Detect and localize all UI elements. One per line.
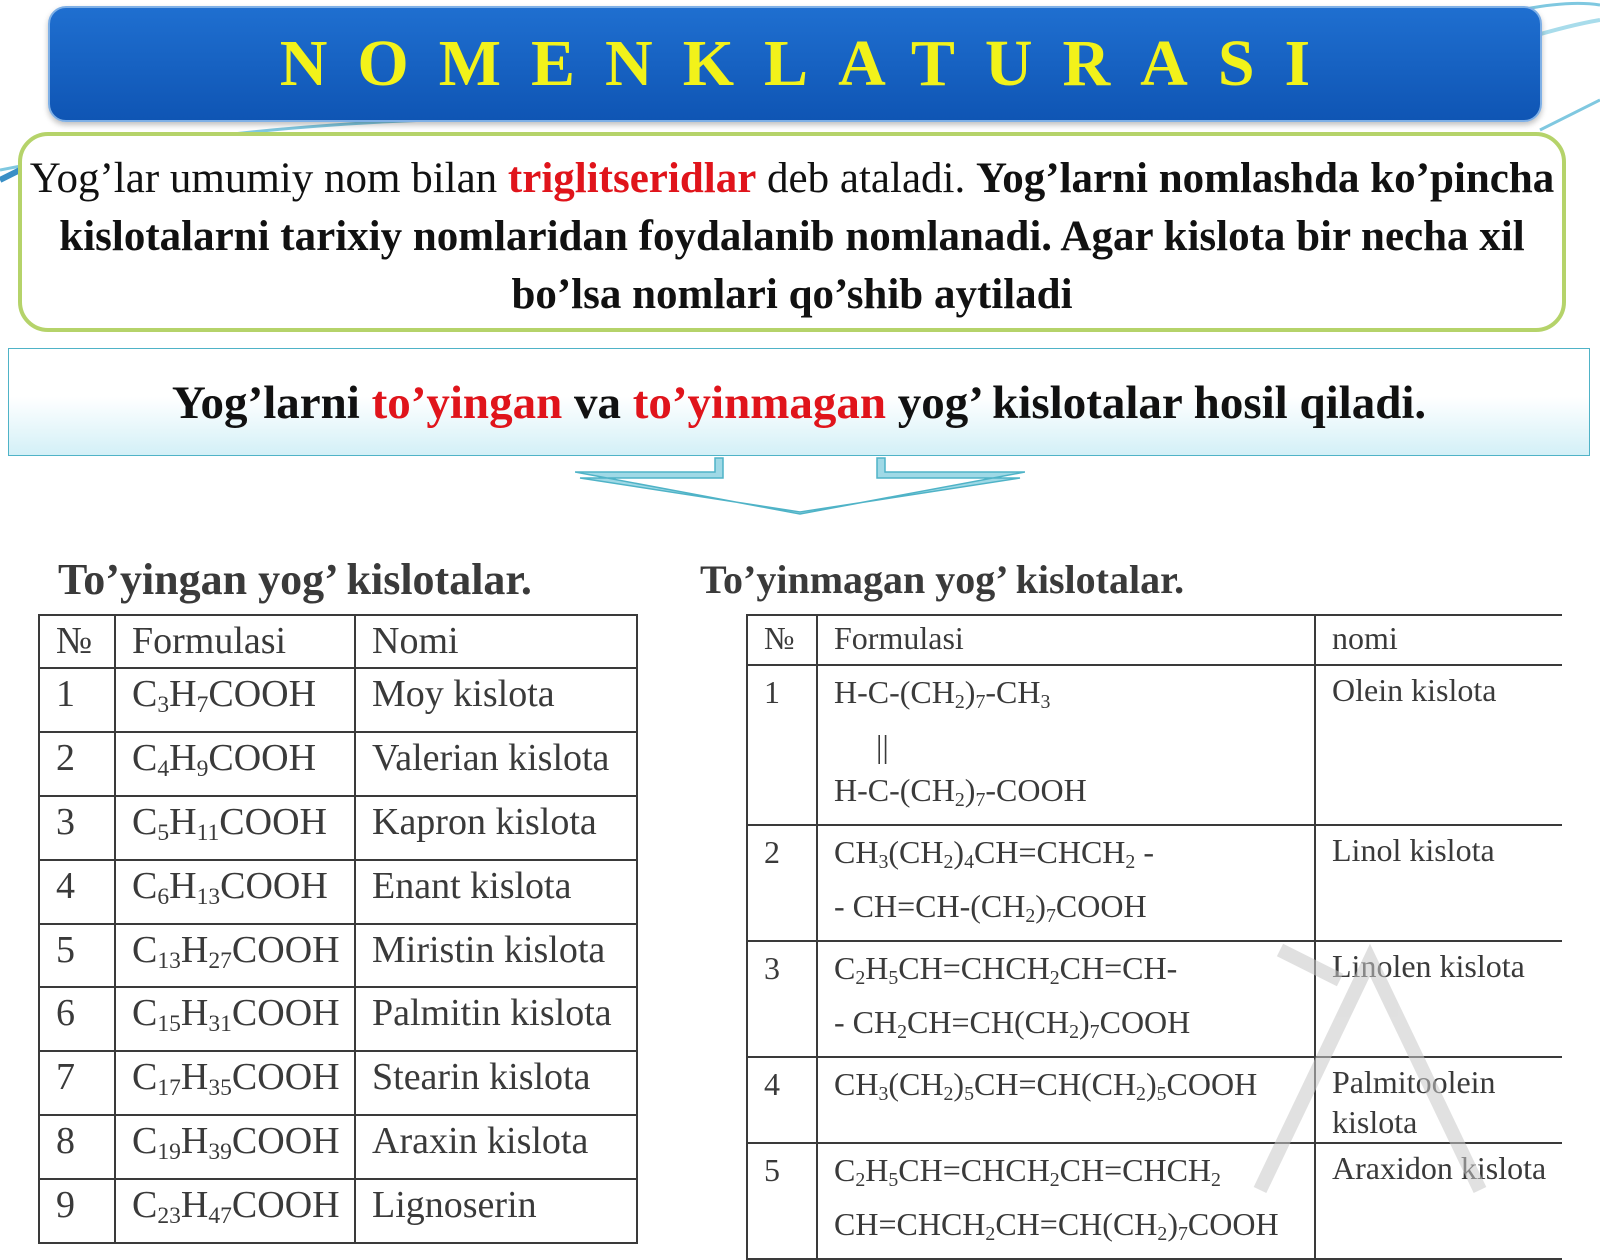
row-formula [834,1205,1279,1245]
table-header-row [39,615,637,668]
row-acid-name: Enant kislota [355,860,637,924]
row-formula-cell [115,987,355,1051]
formula-segment: H [180,1056,209,1099]
formula-subscript: 7 [1089,1020,1100,1043]
row-formula [834,674,1051,713]
formula-subscript: 2 [1136,1082,1146,1105]
row-acid-name: Valerian kislota [355,732,637,796]
formula-segment: CH=CH(CH [995,1205,1158,1242]
formula-subscript: 2 [1069,1020,1080,1043]
formula-segment: - CH=CH-(CH [834,887,1026,924]
header-number: № [39,615,115,668]
row-formula [834,1003,1191,1043]
formula-subscript: 7 [1045,904,1056,927]
intro-text-2: deb ataladi. [756,155,976,202]
formula-subscript: 13 [157,947,181,974]
formula-segment: H [169,800,197,843]
formula-subscript: 2 [855,966,866,989]
row-acid-name: Kapron kislota [355,796,637,860]
formula-segment: (CH [888,1065,944,1102]
intro-highlight: triglitseridlar [507,155,757,202]
formula-line [834,1062,1314,1116]
formula-segment: ) [1167,1205,1178,1242]
formula-subscript: 4 [157,755,170,782]
row-formula [834,887,1147,927]
formula-subscript: 2 [1125,850,1136,873]
row-formula [834,1065,1258,1105]
row-formula-cell [817,665,1315,825]
table-row [39,860,637,924]
row-acid-name: Moy kislota [355,668,637,732]
formula-subscript: 3 [878,850,889,873]
header-number: № [747,615,817,665]
row-formula [834,1151,1221,1191]
row-acid-name: Stearin kislota [355,1051,637,1115]
row-acid-name: Araxidon kislota [1315,1143,1562,1259]
row-acid-name: Olein kislota [1315,665,1562,825]
down-arrow-icon [575,456,1025,516]
formula-subscript: 7 [196,691,209,718]
row-formula [876,728,889,764]
unsaturated-caption: To’yinmagan yog’ kislotalar. [700,557,1185,602]
saturated-caption: To’yingan yog’ kislotalar. [58,555,532,604]
formula-subscript: 2 [954,690,965,713]
row-formula-cell [115,732,355,796]
formula-segment: CH=CHCH [973,833,1126,870]
row-formula-cell [115,1179,355,1243]
formula-subscript: 35 [208,1075,232,1102]
formula-segment: - CH [834,1003,898,1040]
formula-subscript: 17 [157,1075,181,1102]
formula-subscript: 5 [964,1082,974,1105]
formula-segment: CH=CHCH [898,949,1050,986]
formula-segment: C [132,800,158,843]
formula-subscript: 7 [975,788,986,811]
formula-segment: H [169,673,197,715]
formula-segment: COOH [231,1184,340,1226]
formula-segment: H [865,949,889,986]
formula-subscript: 2 [1211,1168,1221,1191]
formula-segment: H-C-(CH [834,674,955,710]
formula-segment: C [132,928,158,971]
formula-segment: -CH [985,674,1041,710]
title-bar [48,6,1542,122]
row-acid-name: Palmitoolein kislota [1315,1057,1562,1143]
row-number: 4 [39,860,115,924]
formula-subscript: 47 [208,1202,232,1229]
table-header-row [747,615,1562,665]
header-formula: Formulasi [115,615,355,668]
row-formula [132,800,327,846]
formula-subscript: 5 [888,966,899,989]
formula-subscript: 15 [157,1011,181,1038]
formula-segment: ) [1079,1003,1090,1040]
row-formula [834,771,1087,811]
row-acid-name: Lignoserin [355,1179,637,1243]
formula-subscript: 39 [208,1139,232,1165]
table-row [747,825,1562,941]
formula-segment: C [132,992,158,1035]
row-number: 5 [39,924,115,988]
formula-subscript: 5 [888,1168,899,1191]
row-number: 4 [747,1057,817,1143]
row-acid-name: Linolen kislota [1315,941,1562,1057]
formula-subscript: 2 [855,1168,866,1191]
formula-line [834,1202,1314,1256]
row-number: 8 [39,1115,115,1179]
formula-segment: COOH [231,1120,340,1163]
formula-segment: C [834,949,856,986]
formula-subscript: 5 [1156,1082,1167,1105]
formula-line [834,724,1314,768]
unsaturated-table-body [747,665,1562,1259]
formula-segment: H [180,992,209,1035]
formula-subscript: 5 [157,819,170,846]
table-row [39,732,637,796]
acid-types-banner [8,348,1590,456]
formula-segment: CH [834,833,879,870]
table-row [39,1115,637,1179]
row-formula [132,928,340,974]
formula-segment: CH=CHCH [898,1151,1050,1188]
banner-text-2: va [562,377,633,429]
formula-segment: H [169,864,197,907]
formula-segment: H [180,1184,209,1226]
formula-segment: CH=CHCH [834,1205,986,1242]
row-formula-cell [115,796,355,860]
intro-text-1: Yog’lar umumiy nom bilan [29,155,508,202]
formula-segment: COOH [1166,1065,1258,1102]
formula-segment: COOH [1055,887,1147,924]
row-number: 1 [39,668,115,732]
formula-segment: H [865,1151,889,1188]
formula-segment: H-C-(CH [834,771,955,808]
formula-segment: CH [834,1065,879,1102]
banner-highlight-saturated: to’yingan [371,377,563,429]
formula-subscript: 6 [157,883,170,910]
row-formula-cell [115,924,355,988]
header-formula: Formulasi [817,615,1315,665]
formula-segment: C [132,864,158,907]
formula-segment: - [1135,833,1154,870]
formula-subscript: 3 [157,691,170,718]
formula-subscript: 3 [1040,690,1051,713]
row-number: 2 [39,732,115,796]
row-number: 5 [747,1143,817,1259]
unsaturated-acids-table [746,614,1562,1260]
formula-segment: C [132,1184,158,1226]
row-acid-name: Palmitin kislota [355,987,637,1051]
formula-subscript: 13 [196,883,221,910]
formula-segment: H [180,928,209,971]
row-number: 2 [747,825,817,941]
formula-subscript: 2 [897,1020,908,1043]
formula-segment: COOH [208,673,317,715]
row-formula [132,673,317,718]
row-formula-cell [115,1051,355,1115]
row-number: 1 [747,665,817,825]
formula-subscript: 3 [878,1082,889,1105]
formula-subscript: 2 [1157,1222,1168,1245]
table-row [747,941,1562,1057]
formula-subscript: 19 [157,1139,181,1165]
formula-segment: || [876,727,889,764]
formula-line [834,1000,1314,1054]
formula-subscript: 4 [964,850,974,873]
formula-line [834,830,1314,884]
row-acid-name: Linol kislota [1315,825,1562,941]
formula-segment: -COOH [985,771,1087,808]
banner-text-1: Yog’larni [171,377,372,429]
formula-segment: COOH [1187,1205,1279,1242]
formula-segment: C [834,1151,856,1188]
row-formula-cell [817,825,1315,941]
header-name: nomi [1315,615,1562,665]
formula-subscript: 7 [1177,1222,1188,1245]
table-row [39,924,637,988]
formula-subscript: 2 [1049,1168,1060,1191]
banner-highlight-unsaturated: to’yinmagan [632,377,886,429]
formula-segment: ) [953,833,965,870]
formula-subscript: 2 [985,1222,996,1245]
row-formula [834,949,1178,989]
formula-segment: CH=CH- [1059,949,1178,986]
formula-segment: COOH [220,864,328,907]
formula-segment: CH=CHCH [1059,1151,1212,1188]
formula-segment: COOH [231,1056,340,1099]
formula-subscript: 2 [943,1082,954,1105]
row-formula-cell [817,941,1315,1057]
intro-bold-text: Yog’larni nomlashda ko’pincha kislotalarni tarixiy nomlaridan foydalanib nomlanadi. Agar kislota bir necha xil bo’lsa nomlari qo’shib aytiladi [59,155,1555,318]
formula-segment: C [132,1056,158,1099]
row-formula-cell [115,1115,355,1179]
formula-segment: ) [964,771,976,808]
formula-subscript: 2 [1025,904,1036,927]
table-row [39,1051,637,1115]
row-formula [132,1184,340,1229]
table-row [39,796,637,860]
row-formula [834,833,1154,873]
saturated-table-body [39,668,637,1243]
row-acid-name: Miristin kislota [355,924,637,988]
formula-subscript: 31 [208,1011,232,1038]
row-formula-cell [817,1057,1315,1143]
table-row [39,668,637,732]
row-formula [132,1120,340,1165]
row-number: 3 [39,796,115,860]
row-formula-cell [115,860,355,924]
formula-subscript: 23 [157,1202,181,1229]
formula-segment: COOH [1099,1003,1191,1040]
row-number: 6 [39,987,115,1051]
formula-line [834,768,1314,822]
formula-line [834,946,1314,1000]
row-number: 3 [747,941,817,1057]
formula-segment: C [132,1120,158,1163]
row-number: 9 [39,1179,115,1243]
row-formula [132,992,340,1038]
formula-segment: COOH [219,800,327,843]
formula-line [834,884,1314,938]
formula-subscript: 11 [196,819,220,846]
formula-segment: COOH [231,928,340,971]
formula-subscript: 27 [208,947,232,974]
row-formula-cell [817,1143,1315,1259]
formula-segment: ) [1145,1065,1157,1102]
formula-subscript: 9 [196,755,209,782]
table-row [747,1143,1562,1259]
table-row [39,987,637,1051]
formula-segment: C [132,736,158,779]
page-title: NOMENKLATURASI [279,27,1341,100]
formula-segment: ) [964,674,976,710]
formula-segment: (CH [888,833,944,870]
table-row [39,1179,637,1243]
table-row [747,1057,1562,1143]
saturated-acids-table [38,614,638,1244]
formula-subscript: 2 [954,788,965,811]
formula-line [834,670,1314,724]
banner-text-3: yog’ kislotalar hosil qiladi. [886,377,1427,429]
table-row [747,665,1562,825]
formula-subscript: 2 [1049,966,1060,989]
row-number: 7 [39,1051,115,1115]
header-name: Nomi [355,615,637,668]
formula-segment: ) [1035,887,1046,924]
formula-segment: COOH [231,992,340,1035]
row-acid-name: Araxin kislota [355,1115,637,1179]
formula-subscript: 2 [943,850,954,873]
formula-segment: CH=CH(CH [973,1065,1137,1102]
row-formula [132,864,328,910]
formula-segment: ) [953,1065,965,1102]
formula-segment: C [132,673,158,715]
row-formula [132,1056,340,1102]
formula-segment: CH=CH(CH [907,1003,1070,1040]
formula-line [834,1148,1314,1202]
row-formula [132,736,317,782]
formula-segment: H [180,1120,209,1163]
intro-box [18,132,1566,332]
formula-segment: H [169,736,197,779]
formula-segment: COOH [208,736,317,779]
row-formula-cell [115,668,355,732]
formula-subscript: 7 [975,690,986,713]
